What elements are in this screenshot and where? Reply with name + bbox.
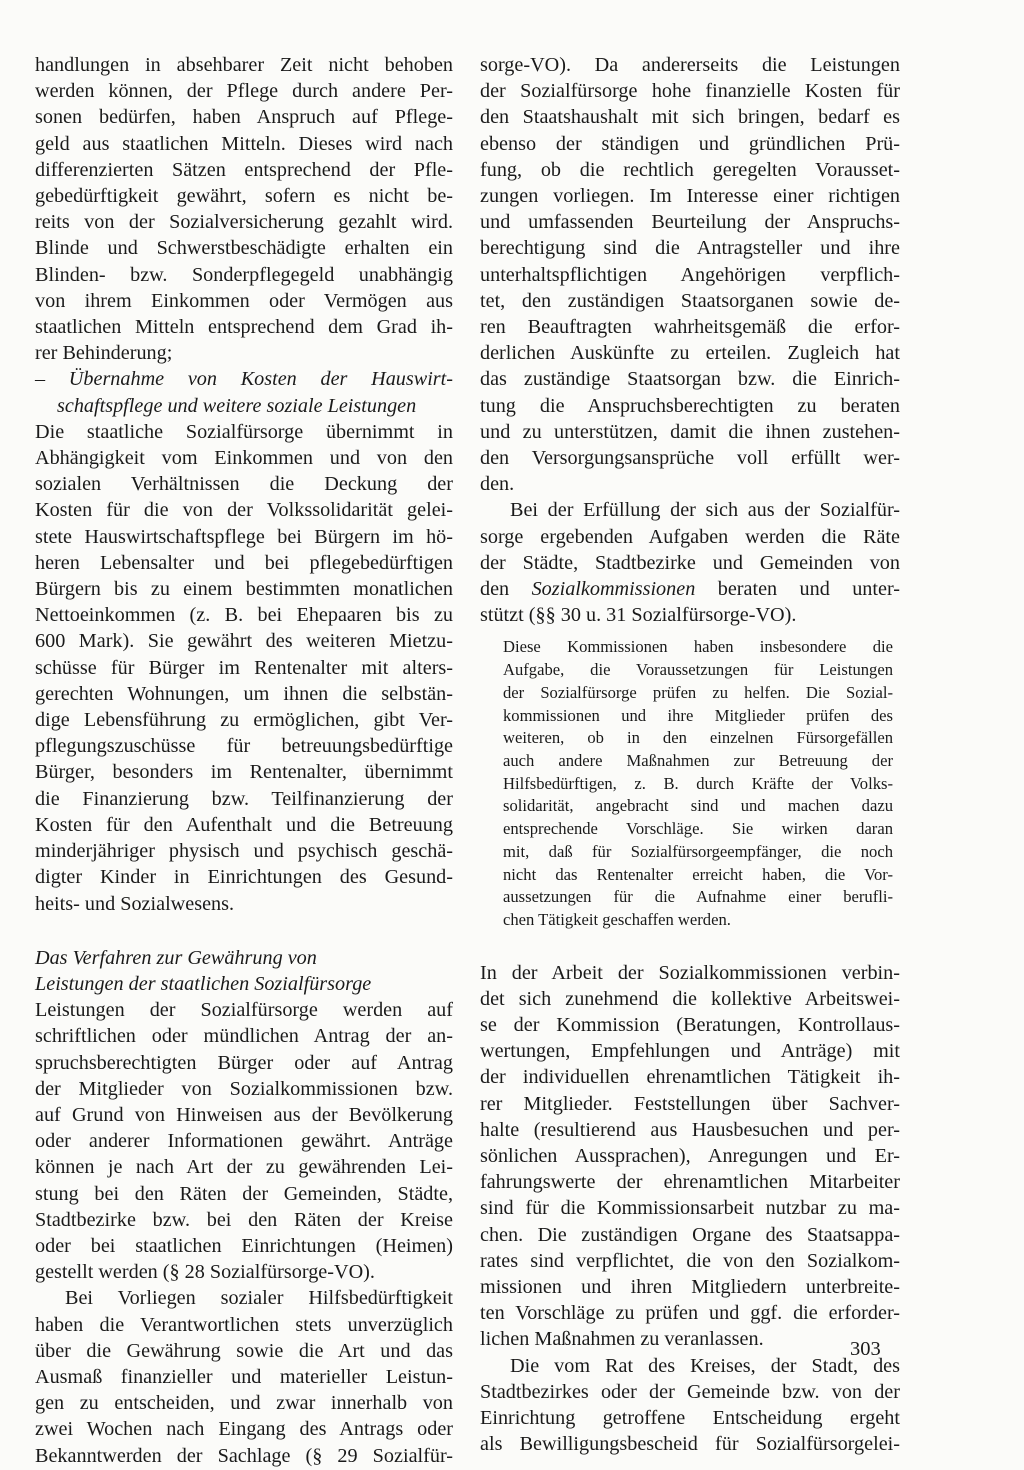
text-line: sönlichen Aussprachen), Anregungen und Er- (480, 1145, 900, 1168)
note-line: aussetzungen für die Aufnahme einer berufli- (503, 887, 893, 907)
note-line: nicht das Rentenalter erreicht haben, die Vor- (503, 864, 893, 884)
text-line: Stadtbezirke bzw. bei den Räten der Kreise (35, 1208, 453, 1231)
text-run: beraten und unter- (717, 578, 901, 601)
text-run: den (480, 578, 510, 601)
page-number: 303 (850, 1338, 881, 1360)
text-line: oder anderer Informationen gewährt. Anträge (35, 1130, 453, 1153)
paragraph (35, 52, 453, 366)
text-line: Leistungen der Sozialfürsorge werden auf (35, 999, 453, 1022)
text-line: wertungen, Empfehlungen und Anträge) mit (480, 1040, 900, 1063)
text-line: Bei Vorliegen sozialer Hilfsbedürftigkeit (65, 1287, 453, 1310)
text-line: werden können, der Pflege durch andere Per- (35, 80, 453, 103)
text-line: der Sozialfürsorge hohe finanzielle Kosten für (480, 80, 900, 103)
paragraph (480, 497, 900, 628)
paragraph (480, 52, 900, 497)
text-line: den. (480, 473, 515, 496)
text-line: auf Grund von Hinweisen aus der Bevölkerung (35, 1103, 453, 1126)
text-line: über die Gewährung sowie die Art und das (35, 1339, 453, 1362)
text-line: differenzierten Sätzen entsprechend der Pfle- (35, 158, 453, 181)
text-line: schriftlichen oder mündlichen Antrag der an- (35, 1025, 453, 1048)
text-line: digter Kinder in Einrichtungen des Gesund- (35, 866, 453, 889)
text-line: sind für die Kommissionsarbeit nutzbar zu ma- (480, 1197, 900, 1220)
text-line: Stadtbezirkes oder der Gemeinde bzw. von der (480, 1380, 900, 1403)
paragraph (35, 1285, 453, 1468)
text-line: Ausmaß finanzieller und materieller Leistun- (35, 1365, 453, 1388)
text-line: können je nach Art der zu gewährenden Lei- (35, 1156, 453, 1179)
text-line: gebedürftigkeit gewährt, sofern es nicht be- (35, 185, 453, 208)
text-line: der individuellen ehrenamtlichen Tätigkeit ih- (480, 1066, 900, 1089)
text-line: tet, den zuständigen Staatsorganen sowie de- (480, 289, 900, 312)
paragraph (480, 960, 900, 1353)
text-line: heren Lebensalter und bei pflegebedürftigen (35, 551, 453, 574)
text-line (480, 576, 900, 602)
heading-line: – Übernahme von Kosten der Hauswirt- (35, 368, 453, 391)
item-heading (35, 366, 453, 418)
text-line: staatlichen Mitteln entsprechend dem Grad ih- (35, 316, 453, 339)
text-line: zwei Wochen nach Eingang des Antrags oder (35, 1418, 453, 1441)
text-line: oder bei staatlichen Einrichtungen (Heimen) (35, 1234, 453, 1257)
text-line: das zuständige Staatsorgan bzw. die Einrich- (480, 368, 900, 391)
right-column (480, 52, 900, 1457)
text-line: Einrichtung getroffene Entscheidung ergeht (480, 1407, 900, 1430)
text-line: ren Beauftragten wahrheitsgemäß die erfor- (480, 316, 900, 339)
text-line: gen zu entscheiden, und zwar innerhalb von (35, 1392, 453, 1415)
note-line: Diese Kommissionen haben insbesondere die (503, 637, 893, 657)
text-line: missionen und ihren Mitgliedern unterbreite- (480, 1276, 900, 1299)
text-line: reits von der Sozialversicherung gezahlt wird. (35, 211, 453, 234)
text-line: stung bei den Räten der Gemeinden, Städte, (35, 1182, 453, 1205)
note-line: mit, daß für Sozialfürsorgeempfänger, die noch (503, 841, 893, 861)
text-line: dige Lebensführung zu ermöglichen, gibt Ver- (35, 709, 453, 732)
text-line: se der Kommission (Beratungen, Kontrollaus- (480, 1014, 900, 1037)
text-line: der Mitglieder von Sozialkommissionen bzw. (35, 1077, 453, 1100)
text-line: gerechten Wohnungen, um ihnen die selbstän- (35, 682, 453, 705)
text-line: Blinde und Schwerstbeschädigte erhalten ein (35, 237, 453, 260)
text-line: sozialen Verhältnissen die Deckung der (35, 473, 453, 496)
text-line: derlichen Auskünfte zu erteilen. Zugleich hat (480, 342, 900, 365)
paragraph (480, 1353, 900, 1458)
section-heading (35, 945, 453, 997)
text-line: sorge ergebenden Aufgaben werden die Räte (480, 525, 900, 548)
text-line: 600 Mark). Sie gewährt des weiteren Mietzu- (35, 630, 453, 653)
text-line: fahrungswerte der ehrenamtlichen Mitarbeiter (480, 1171, 900, 1194)
text-line: und zu unterstützen, damit die ihnen zustehen- (480, 420, 900, 443)
text-line: det sich zunehmend die kollektive Arbeitswei- (480, 987, 900, 1010)
note-line: Aufgabe, die Voraussetzungen für Leistungen (503, 660, 893, 680)
emphasis-sozialkommissionen: Sozialkommissionen (531, 578, 696, 601)
text-line: Bürgern bis zu einem bestimmten monatlichen (35, 578, 453, 601)
text-line: Die staatliche Sozialfürsorge übernimmt in (35, 420, 453, 443)
text-line: sonen bedürfen, haben Anspruch auf Pflege- (35, 106, 453, 129)
text-line: schüsse für Bürger im Rentenalter mit alters- (35, 656, 453, 679)
text-line: chen. Die zuständigen Organe des Staatsappa- (480, 1223, 900, 1246)
text-line: fung, ob die rechtlich geregelten Vorausset- (480, 158, 900, 181)
text-line: lichen Maßnahmen zu veranlassen. (480, 1328, 764, 1351)
note-line: der Sozialfürsorge prüfen zu helfen. Die Sozial- (503, 682, 893, 702)
text-line: Kosten für den Aufenthalt und die Betreuung (35, 813, 453, 836)
text-line: ten Vorschläge zu prüfen und ggf. die erforder- (480, 1302, 900, 1325)
heading-line: Leistungen der staatlichen Sozialfürsorge (35, 972, 372, 995)
text-line: spruchsberechtigten Bürger oder auf Antrag (35, 1051, 453, 1074)
text-line: als Bewilligungsbescheid für Sozialfürsorgelei- (480, 1433, 900, 1456)
text-line: stützt (§§ 30 u. 31 Sozialfürsorge-VO). (480, 604, 797, 627)
text-line: tung die Anspruchsberechtigten zu beraten (480, 394, 900, 417)
text-line: Bekanntwerden der Sachlage (§ 29 Sozialfür- (35, 1444, 453, 1467)
text-line: halte (resultierend aus Hausbesuchen und per- (480, 1118, 900, 1141)
note-block (503, 636, 893, 931)
text-line: Nettoeinkommen (z. B. bei Ehepaaren bis zu (35, 604, 453, 627)
paragraph (35, 997, 453, 1285)
text-line: haben die Verantwortlichen stets unverzüglich (35, 1313, 453, 1336)
text-line: stete Hauswirtschaftspflege bei Bürgern im hö- (35, 525, 453, 548)
text-line: rer Behinderung; (35, 342, 173, 365)
text-line: von ihrem Einkommen oder Vermögen aus (35, 289, 453, 312)
text-line: ebenso der ständigen und gründlichen Prü- (480, 132, 900, 155)
text-line: Bei der Erfüllung der sich aus der Sozialfür- (510, 499, 900, 522)
note-line: entsprechende Vorschläge. Sie wirken daran (503, 819, 893, 839)
heading-line: Das Verfahren zur Gewährung von (35, 946, 317, 969)
text-line: minderjähriger physisch und psychisch geschä- (35, 840, 453, 863)
note-line: chen Tätigkeit geschaffen werden. (503, 909, 731, 929)
text-line: der Städte, Stadtbezirke und Gemeinden von (480, 551, 900, 574)
text-line: In der Arbeit der Sozialkommissionen verbin- (480, 961, 900, 984)
text-line: geld aus staatlichen Mitteln. Dieses wird nach (35, 132, 453, 155)
text-line: rates sind verpflichtet, die von den Sozialkom- (480, 1249, 900, 1272)
text-line: Bürger, besonders im Rentenalter, übernimmt (35, 761, 453, 784)
note-line: auch andere Maßnahmen zur Betreuung der (503, 750, 893, 770)
text-line: berechtigung sind die Antragsteller und ihre (480, 237, 900, 260)
text-line: heits- und Sozialwesens. (35, 892, 235, 915)
text-line: Abhängigkeit vom Einkommen und von den (35, 447, 453, 470)
text-line: gestellt werden (§ 28 Sozialfürsorge-VO). (35, 1261, 375, 1284)
text-line: Blinden- bzw. Sonderpflegegeld unabhängig (35, 263, 453, 286)
heading-line: schaftspflege und weitere soziale Leistungen (57, 394, 417, 417)
note-line: solidarität, angebracht sind und machen dazu (503, 796, 893, 816)
text-line: rer Mitglieder. Feststellungen über Sachver- (480, 1092, 900, 1115)
text-line: handlungen in absehbarer Zeit nicht behoben (35, 54, 453, 76)
text-line: sorge-VO). Da andererseits die Leistungen (480, 54, 900, 76)
note-line: weiteren, ob in den einzelnen Fürsorgefällen (503, 728, 893, 748)
note-line: Hilfsbedürftigen, z. B. durch Kräfte der Volks- (503, 773, 893, 793)
text-line: den Staatshaushalt mit sich bringen, bedarf es (480, 106, 900, 129)
text-line: den Versorgungsansprüche voll erfüllt wer- (480, 447, 900, 470)
left-column (35, 52, 453, 1469)
text-line: pflegungszuschüsse für betreuungsbedürftige (35, 735, 453, 758)
paragraph (35, 419, 453, 917)
text-line: und umfassenden Beurteilung der Anspruchs- (480, 211, 900, 234)
text-line: unterhaltspflichtigen Angehörigen verpflich- (480, 263, 900, 286)
text-line: zungen vorliegen. Im Interesse einer richtigen (480, 185, 900, 208)
note-line: kommissionen und ihre Mitglieder prüfen des (503, 705, 893, 725)
text-line: die Finanzierung bzw. Teilfinanzierung der (35, 787, 453, 810)
text-line: Die vom Rat des Kreises, der Stadt, des (510, 1354, 900, 1377)
text-line: Kosten für die von der Volkssolidarität gelei- (35, 499, 453, 522)
